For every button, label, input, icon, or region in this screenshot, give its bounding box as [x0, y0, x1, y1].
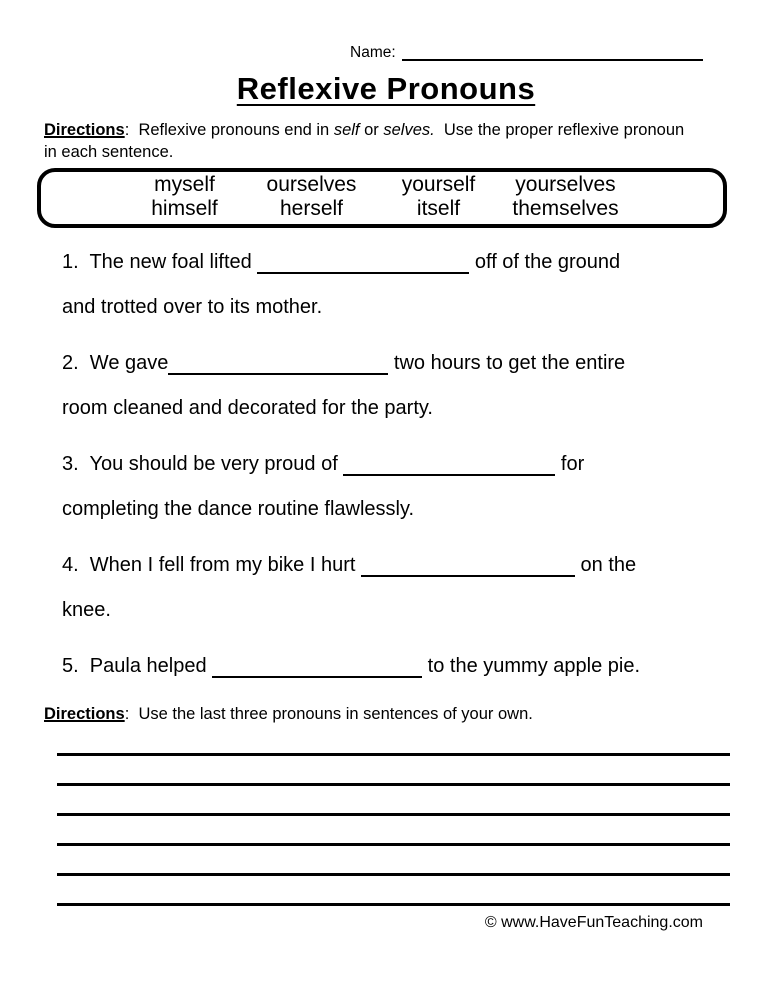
directions-label: Directions — [44, 121, 125, 139]
sentence-number: 4. — [62, 554, 79, 576]
writing-line[interactable] — [57, 783, 730, 813]
sentence-line-2: and trotted over to its mother. — [62, 296, 323, 318]
sentence-number: 1. — [62, 251, 79, 273]
word-bank-word: yourself — [401, 173, 476, 196]
footer-copyright: © www.HaveFunTeaching.com — [484, 914, 703, 931]
sentence-line-2: completing the dance routine flawlessly. — [62, 498, 415, 520]
writing-line[interactable] — [57, 813, 730, 843]
writing-line[interactable] — [57, 753, 730, 783]
answer-blank-4[interactable] — [361, 575, 575, 577]
writing-line[interactable] — [57, 873, 730, 903]
writing-lines — [57, 753, 730, 906]
word-bank-word: themselves — [512, 197, 619, 220]
answer-blank-1[interactable] — [257, 272, 469, 274]
sentence-1 — [62, 240, 714, 330]
sentence-line-1 — [62, 341, 714, 386]
directions-label: Directions — [44, 705, 125, 723]
writing-line[interactable] — [57, 843, 730, 873]
sentence-3 — [62, 442, 714, 532]
writing-line[interactable] — [57, 903, 730, 906]
sentence-text: two hours to get the entire — [388, 352, 626, 374]
sentence-text: When I fell from my bike I hurt — [78, 554, 361, 576]
directions-text: : Reflexive pronouns end in — [124, 121, 334, 139]
sentence-text: to the yummy apple pie. — [422, 655, 641, 677]
sentence-line-1 — [62, 644, 714, 689]
word-bank-word: himself — [151, 197, 218, 220]
word-bank-word: herself — [279, 197, 344, 220]
sentence-2 — [62, 341, 714, 431]
sentence-5 — [62, 644, 714, 689]
answer-blank-5[interactable] — [212, 676, 422, 678]
word-bank-row-2 — [121, 197, 723, 221]
word-bank-word: myself — [154, 173, 215, 196]
sentence-text: We gave — [78, 352, 169, 374]
directions-text: : Use the last three pronouns in sentences of your own. — [124, 705, 533, 723]
name-fill-line[interactable] — [402, 59, 703, 61]
sentence-number: 2. — [62, 352, 79, 374]
sentence-line-1 — [62, 543, 714, 588]
word-bank-row-1 — [121, 173, 723, 197]
answer-blank-3[interactable] — [343, 474, 555, 476]
sentence-line-1 — [62, 442, 714, 487]
sentence-number: 3. — [62, 453, 79, 475]
italic-word-selves: selves. — [383, 121, 435, 139]
directions-fill-in — [44, 119, 692, 163]
name-label: Name: — [350, 44, 396, 61]
name-row — [350, 45, 772, 62]
word-bank-word: yourselves — [515, 173, 616, 196]
sentence-line-2: knee. — [62, 599, 111, 621]
word-bank-word: ourselves — [266, 173, 357, 196]
sentence-line-2: room cleaned and decorated for the party. — [62, 397, 433, 419]
worksheet-title: Reflexive Pronouns — [236, 71, 536, 106]
word-bank-box — [37, 168, 727, 228]
sentence-text: Paula helped — [78, 655, 213, 677]
sentence-text: for — [555, 453, 585, 475]
sentence-4 — [62, 543, 714, 633]
sentence-number: 5. — [62, 655, 79, 677]
directions-writing — [44, 703, 692, 725]
sentence-text: off of the ground — [469, 251, 621, 273]
sentence-line-1 — [62, 240, 714, 285]
word-bank-word: itself — [416, 197, 461, 220]
sentence-text: on the — [575, 554, 637, 576]
directions-text: or — [359, 121, 384, 139]
italic-word-self: self — [333, 121, 360, 139]
sentence-list — [62, 240, 714, 689]
answer-blank-2[interactable] — [168, 373, 388, 375]
sentence-text: The new foal lifted — [78, 251, 258, 273]
directions-text: Use the proper reflexive pronoun in each sentence. — [44, 121, 689, 161]
sentence-text: You should be very proud of — [78, 453, 344, 475]
